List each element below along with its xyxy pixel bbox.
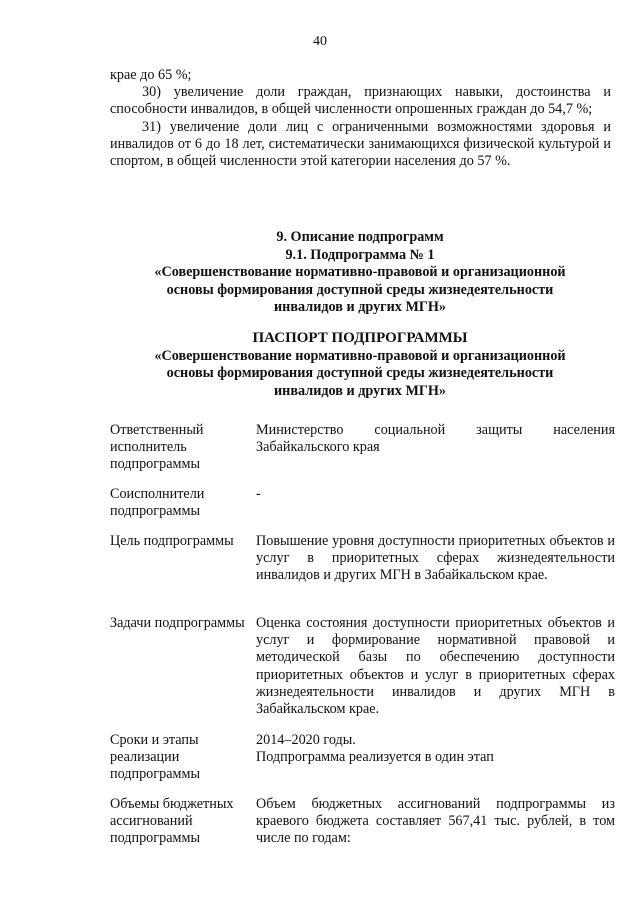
passport-heading: ПАСПОРТ ПОДПРОГРАММЫ xyxy=(252,330,468,346)
passport-title-line: инвалидов и других МГН» xyxy=(274,382,446,399)
subprogram-title-line: основы формирования доступной среды жизнедеятельности xyxy=(166,281,554,298)
subprogram-title-line: инвалидов и других МГН» xyxy=(274,299,446,315)
table-row xyxy=(110,422,615,474)
row-label: Задачи подпрограммы xyxy=(110,615,245,631)
section-heading-block xyxy=(100,229,620,317)
row-value: Повышение уровня доступности приоритетных объектов и услуг в приоритетных сферах жизнедеятельности инвалидов и других МГН в Забайкальском крае. xyxy=(256,533,615,584)
row-label: Сроки и этапы реализации подпрограммы xyxy=(110,732,200,783)
subprogram-heading: 9.1. Подпрограмма № 1 xyxy=(285,246,435,263)
table-row xyxy=(110,732,615,784)
subprogram-title-line: «Совершенствование нормативно-правовой и организационной xyxy=(154,264,566,280)
row-value: Министерство социальной защиты населения Забайкальского края xyxy=(256,422,615,456)
row-value: Объем бюджетных ассигнований подпрограммы из краевого бюджета составляет 567,41 тыс. рублей, в том числе по годам: xyxy=(256,796,615,847)
table-row xyxy=(110,615,615,718)
row-label: Ответственный исполнитель подпрограммы xyxy=(110,422,204,473)
row-label: Соисполнители подпрограммы xyxy=(110,486,205,520)
row-label: Объемы бюджетных ассигнований подпрограммы xyxy=(110,796,234,847)
row-value-line: 2014–2020 годы. xyxy=(256,732,356,748)
row-value xyxy=(256,732,615,784)
intro-line: крае до 65 %; xyxy=(110,67,192,83)
list-item-31: 31) увеличение доли лиц с ограниченными возможностями здоровья и инвалидов от 6 до 18 лет, систематически занимающихся физической культурой и спортом, в общей численности этой категории населения до 57 %. xyxy=(110,118,611,170)
page-number: 40 xyxy=(313,34,327,49)
row-value: - xyxy=(256,486,261,502)
table-row xyxy=(110,796,615,848)
row-value: Оценка состояния доступности приоритетных объектов и услуг и формирование нормативной правовой и методической базы по обеспечению доступности приоритетных объектов и услуг в приоритетных сферах жизнедеятельности инвалидов и других МГН в Забайкальском крае. xyxy=(256,615,615,718)
passport-title-line: основы формирования доступной среды жизнедеятельности xyxy=(166,365,554,381)
row-label: Цель подпрограммы xyxy=(110,533,234,549)
list-item-30: 30) увеличение доли граждан, признающих навыки, достоинства и способности инвалидов, в общей численности опрошенных граждан до 54,7 %; xyxy=(110,84,611,118)
section-heading: 9. Описание подпрограмм xyxy=(276,229,444,245)
passport-title-line: «Совершенствование нормативно-правовой и организационной xyxy=(154,347,566,364)
table-row xyxy=(110,486,615,520)
intro-text xyxy=(110,67,611,170)
passport-heading-block xyxy=(100,330,620,400)
table-row xyxy=(110,533,615,585)
row-value-line: Подпрограмма реализуется в один этап xyxy=(256,749,494,766)
